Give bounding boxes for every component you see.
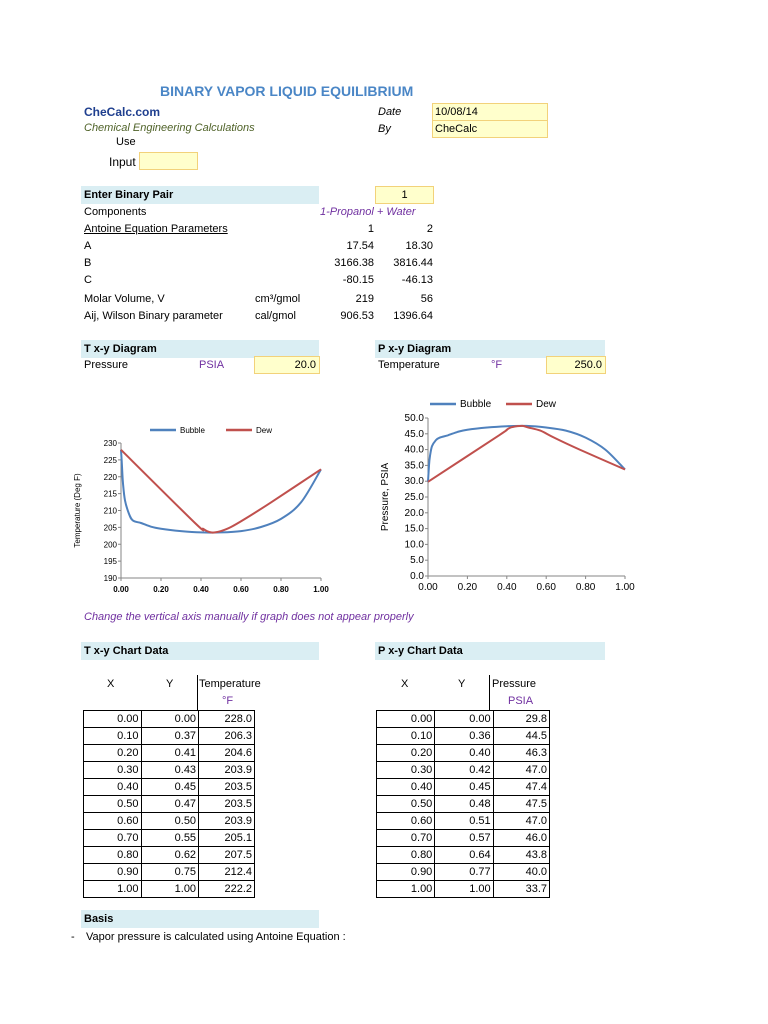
series-line-bubble [121,450,321,533]
txy-cell-v: 203.9 [199,762,255,779]
pxy-row [377,881,550,898]
pxy-data-header: P x-y Chart Data [375,642,605,660]
txy-cell-x: 0.00 [84,711,142,728]
pxy-row [377,745,550,762]
param-b-v2: 3816.44 [393,257,433,269]
y-tick-label: 230 [103,439,117,448]
brand-link[interactable]: CheCalc.com [84,105,161,119]
pxy-row [377,830,550,847]
y-tick-label: 0.0 [410,571,424,582]
param-b-label: B [84,257,92,269]
y-tick-label: 5.0 [410,555,424,567]
txy-cell-y: 0.00 [141,711,199,728]
pxy-cell-y: 0.45 [435,779,493,796]
date-input[interactable]: 10/08/14 [432,103,548,121]
wilson-v2: 1396.64 [393,310,433,322]
molar-volume-v1: 219 [355,293,374,305]
y-tick-label: 40.0 [404,444,424,456]
pxy-cell-y: 0.57 [435,830,493,847]
y-tick-label: 30.0 [404,476,424,488]
txy-row [84,847,255,864]
pxy-cell-x: 0.40 [377,779,435,796]
pxy-row [377,728,550,745]
x-tick-label: 0.60 [536,582,556,593]
pxy-cell-v: 47.5 [493,796,549,813]
y-tick-label: 220 [103,472,117,482]
pxy-cell-v: 47.0 [493,813,549,830]
txy-cell-v: 203.5 [199,779,255,796]
y-tick-label: 215 [103,489,117,499]
pxy-cell-y: 0.00 [435,711,493,728]
txy-row [84,813,255,830]
txy-row [84,796,255,813]
chart-note: Change the vertical axis manually if graph does not appear properly [84,611,414,623]
x-tick-label: 0.20 [457,582,478,593]
pxy-cell-x: 0.60 [377,813,435,830]
wilson-label: Aij, Wilson Binary parameter [84,310,223,322]
txy-cell-y: 0.47 [141,796,199,813]
molar-volume-v2: 56 [420,293,433,305]
y-tick-label: 20.0 [404,507,424,519]
series-line-dew [428,426,625,482]
txy-cell-y: 0.50 [141,813,199,830]
txy-cell-y: 0.45 [141,779,199,796]
pxy-cell-v: 33.7 [493,881,549,898]
pxy-cell-v: 46.3 [493,745,549,762]
page-title: BINARY VAPOR LIQUID EQUILIBRIUM [160,83,414,99]
y-axis-label: Pressure, PSIA [380,462,391,532]
y-tick-label: 25.0 [404,492,424,503]
series-line-bubble [428,426,625,482]
pxy-cell-y: 0.42 [435,762,493,779]
txy-row [84,762,255,779]
pxy-cell-y: 0.48 [435,796,493,813]
txy-col-x: X [107,678,115,690]
txy-col-temp: Temperature [199,678,261,690]
wilson-unit: cal/gmol [255,310,296,322]
y-tick-label: 35.0 [404,460,424,472]
y-tick-label: 200 [103,540,117,550]
molar-volume-label: Molar Volume, V [84,293,165,305]
pxy-row [377,762,550,779]
legend-label-dew: Dew [536,399,557,410]
pxy-cell-y: 0.40 [435,745,493,762]
user-input-label-partial: Use [116,136,136,148]
pxy-cell-y: 0.51 [435,813,493,830]
txy-cell-y: 0.43 [141,762,199,779]
param-c-v2: -46.13 [401,274,433,286]
txy-cell-x: 0.80 [84,847,142,864]
basis-bullet: - [71,931,75,943]
param-c-label: C [84,274,92,286]
input-legend-label: Input [109,155,136,169]
pxy-col-pressure: Pressure [492,678,537,690]
x-tick-label: 0.00 [418,582,438,593]
y-axis-label: Temperature (Deg F) [73,473,82,548]
pxy-row [377,779,550,796]
txy-cell-x: 0.70 [84,830,142,847]
pxy-chart [370,390,640,600]
txy-cell-v: 206.3 [199,728,255,745]
legend-label-bubble: Bubble [180,426,205,435]
temperature-unit: °F [491,359,503,371]
series-line-dew [121,450,321,533]
y-tick-label: 45.0 [404,428,424,440]
pxy-cell-x: 0.10 [377,728,435,745]
pxy-data-table [376,710,550,898]
txy-row [84,881,255,898]
y-tick-label: 50.0 [404,413,424,424]
txy-data-table [83,710,255,898]
pxy-cell-x: 0.50 [377,796,435,813]
txy-chart [70,378,340,600]
txy-cell-x: 0.30 [84,762,142,779]
y-tick-label: 195 [103,557,117,567]
pxy-cell-v: 29.8 [493,711,549,728]
x-tick-label: 0.60 [233,585,249,594]
pxy-row [377,796,550,813]
input-legend-swatch [139,152,198,170]
pxy-cell-v: 46.0 [493,830,549,847]
col2-header: 2 [426,223,433,235]
legend-label-dew: Dew [256,426,273,435]
param-a-v1: 17.54 [346,240,374,252]
txy-cell-v: 222.2 [199,881,255,898]
pxy-cell-y: 0.36 [435,728,493,745]
txy-cell-v: 207.5 [199,847,255,864]
txy-cell-x: 0.50 [84,796,142,813]
txy-cell-x: 0.60 [84,813,142,830]
pressure-input[interactable]: 20.0 [254,356,320,374]
y-tick-label: 15.0 [404,523,424,535]
txy-row [84,830,255,847]
txy-row [84,728,255,745]
wilson-v1: 906.53 [340,310,374,322]
x-tick-label: 0.80 [273,585,289,594]
x-tick-label: 0.40 [497,582,517,593]
txy-cell-y: 0.41 [141,745,199,762]
x-tick-label: 0.40 [193,585,209,594]
pxy-cell-x: 0.30 [377,762,435,779]
x-tick-label: 1.00 [313,585,329,594]
pxy-cell-v: 47.0 [493,762,549,779]
basis-header: Basis [81,910,319,928]
txy-cell-v: 203.9 [199,813,255,830]
components-value: 1-Propanol + Water [320,206,416,218]
legend-label-bubble: Bubble [460,399,492,410]
pxy-col-x: X [401,678,409,690]
y-tick-label: 225 [103,455,117,465]
x-tick-label: 0.20 [153,585,169,594]
txy-col-y: Y [166,678,174,690]
by-label: By [378,123,391,135]
txy-row [84,745,255,762]
pxy-cell-v: 44.5 [493,728,549,745]
binary-pair-input[interactable]: 1 [375,186,434,204]
txy-cell-x: 0.40 [84,779,142,796]
col1-header: 1 [367,223,374,235]
txy-cell-y: 1.00 [141,881,199,898]
txy-cell-x: 0.20 [84,745,142,762]
txy-row [84,711,255,728]
txy-cell-v: 204.6 [199,745,255,762]
y-tick-label: 190 [103,574,117,583]
param-c-v1: -80.15 [342,274,374,286]
pxy-row [377,711,550,728]
pxy-cell-y: 0.77 [435,864,493,881]
txy-diagram-header: T x-y Diagram [81,340,319,358]
txy-row [84,779,255,796]
y-tick-label: 210 [103,506,117,516]
txy-cell-x: 1.00 [84,881,142,898]
txy-cell-y: 0.55 [141,830,199,847]
param-a-label: A [84,240,92,252]
basis-line1: Vapor pressure is calculated using Antoine Equation : [86,931,346,943]
temperature-label: Temperature [378,359,440,371]
txy-cell-v: 203.5 [199,796,255,813]
x-tick-label: 0.80 [575,582,596,593]
antoine-label: Antoine Equation Parameters [84,223,228,235]
txy-cell-y: 0.75 [141,864,199,881]
txy-row [84,864,255,881]
components-label: Components [84,206,147,218]
y-tick-label: 10.0 [404,539,424,551]
pxy-col-unit: PSIA [508,695,534,707]
pressure-label: Pressure [84,359,129,371]
txy-cell-v: 205.1 [199,830,255,847]
pxy-cell-x: 1.00 [377,881,435,898]
txy-cell-v: 212.4 [199,864,255,881]
date-label: Date [378,106,402,118]
txy-cell-v: 228.0 [199,711,255,728]
pxy-diagram-header: P x-y Diagram [375,340,605,358]
pxy-cell-x: 0.20 [377,745,435,762]
param-a-v2: 18.30 [405,240,433,252]
txy-header-divider [197,675,198,711]
pxy-cell-v: 40.0 [493,864,549,881]
pxy-cell-v: 47.4 [493,779,549,796]
param-b-v1: 3166.38 [334,257,374,269]
molar-volume-unit: cm³/gmol [255,293,301,305]
x-tick-label: 0.00 [113,585,129,594]
pxy-row [377,847,550,864]
binary-pair-header: Enter Binary Pair [81,186,319,204]
pxy-cell-x: 0.90 [377,864,435,881]
pxy-row [377,813,550,830]
txy-cell-x: 0.90 [84,864,142,881]
pxy-cell-x: 0.00 [377,711,435,728]
txy-cell-y: 0.37 [141,728,199,745]
pxy-cell-x: 0.70 [377,830,435,847]
txy-col-unit: °F [222,695,234,707]
tagline: Chemical Engineering Calculations [84,122,255,134]
pxy-cell-v: 43.8 [493,847,549,864]
pxy-cell-x: 0.80 [377,847,435,864]
y-tick-label: 205 [103,523,117,533]
txy-cell-y: 0.62 [141,847,199,864]
pxy-cell-y: 0.64 [435,847,493,864]
pxy-header-divider [489,675,490,711]
txy-data-header: T x-y Chart Data [81,642,319,660]
by-input[interactable]: CheCalc [432,120,548,138]
pressure-unit: PSIA [199,359,225,371]
pxy-row [377,864,550,881]
pxy-cell-y: 1.00 [435,881,493,898]
pxy-col-y: Y [458,678,466,690]
x-tick-label: 1.00 [615,582,635,593]
txy-cell-x: 0.10 [84,728,142,745]
temperature-input[interactable]: 250.0 [546,356,606,374]
